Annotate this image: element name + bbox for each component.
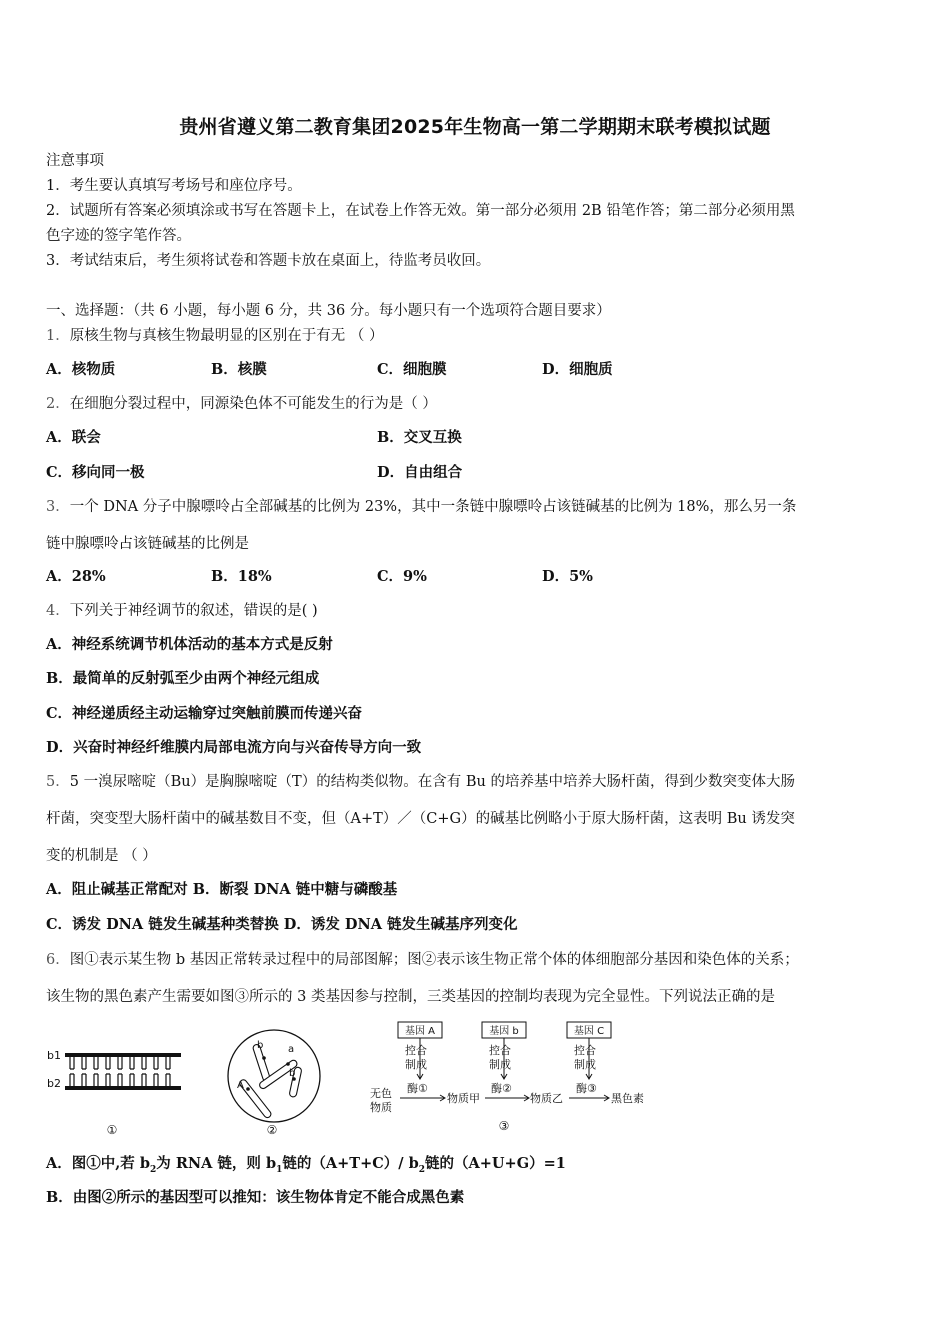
option-c[interactable]: C．细胞膜 [377,361,447,378]
control-label: 制成 [574,1058,596,1071]
option-c[interactable]: C．移向同一极 [46,464,145,481]
strand-b2-label: b2 [47,1077,61,1090]
subscript: 2 [418,1164,426,1175]
control-label: 控合 [405,1044,427,1057]
section-heading: 一、选择题：（共 6 小题，每小题 6 分，共 36 分。每小题只有一个选项符合题目要求） [46,303,611,319]
subscript: 2 [150,1164,157,1175]
option-a-b[interactable]: A．阻止碱基正常配对 B．断裂 DNA 链中糖与磷酸基 [46,881,398,898]
option-a[interactable]: A．核物质 [46,361,116,378]
option-b[interactable]: B．最简单的反射弧至少由两个神经元组成 [46,670,320,687]
melanin: 黑色素 [611,1092,644,1105]
figure-q6 [0,1012,950,1142]
question-number: 2． [46,396,70,412]
option-a[interactable]: A．28% [46,568,106,585]
option-a-part: 为 RNA 链，则 b [156,1155,277,1172]
option-c-d[interactable]: C．诱发 DNA 链发生碱基种类替换 D．诱发 DNA 链发生碱基序列变化 [46,916,518,933]
option-b[interactable]: B．由图②所示的基因型可以推知：该生物体肯定不能合成黑色素 [46,1189,465,1206]
enzyme-2: 酶② [491,1082,512,1095]
notice-item: 3．考试结束后，考生须将试卷和答题卡放在桌面上，待监考员收回。 [46,253,491,269]
option-d[interactable]: D．自由组合 [377,464,463,481]
fig2-gene: b [289,1068,296,1079]
control-label: 制成 [489,1058,511,1071]
control-label: 控合 [574,1044,596,1057]
start-substance: 无色 [370,1087,392,1100]
control-label: 制成 [405,1058,427,1071]
notice-heading: 注意事项 [46,153,104,169]
fig2-gene: A [237,1080,244,1091]
option-c[interactable]: C．神经递质经主动运输穿过突触前膜而传递兴奋 [46,705,363,722]
option-b[interactable]: B．18% [211,568,272,585]
strand-b1-label: b1 [47,1049,61,1062]
control-label: 控合 [489,1044,511,1057]
option-b[interactable]: B．核膜 [211,361,267,378]
question-number: 1． [46,328,70,344]
fig3-pathway [370,1022,644,1133]
option-a[interactable] [46,1154,566,1180]
question-number: 3． [46,499,70,515]
fig2-cell [228,1030,320,1137]
question-number: 5． [46,774,70,790]
question-text: 5 一溴尿嘧啶（Bu）是胸腺嘧啶（T）的结构类似物。在含有 Bu 的培养基中培养大肠杆菌，得到少数突变体大肠 [69,774,795,790]
option-a[interactable]: A．神经系统调节机体活动的基本方式是反射 [46,636,333,653]
option-b[interactable]: B．交叉互换 [377,429,462,446]
page-title: 贵州省遵义第二教育集团2025年生物高一第二学期期末联考模拟试题 [179,116,771,138]
gene-b-box: 基因 b [489,1026,519,1037]
question-text-cont: 变的机制是 （ ） [46,848,157,864]
notice-item: 色字迹的签字笔作答。 [46,228,191,244]
fig1-dna-strands [47,1049,181,1137]
enzyme-1: 酶① [407,1082,428,1095]
fig1-label: ① [106,1123,118,1137]
question-number: 6． [46,952,70,968]
option-a-part: 链的（A+T+C）/ b [282,1155,419,1172]
option-c[interactable]: C．9% [377,568,427,585]
option-d[interactable]: D．兴奋时神经纤维膜内局部电流方向与兴奋传导方向一致 [46,739,422,756]
enzyme-3: 酶③ [576,1082,597,1095]
start-substance: 物质 [370,1101,392,1114]
question-text: 在细胞分裂过程中，同源染色体不可能发生的行为是（ ） [69,396,437,412]
fig3-label: ③ [498,1119,510,1133]
notice-item: 2．试题所有答案必须填涂或书写在答题卡上，在试卷上作答无效。第一部分必须用 2B 铅笔作答；第二部分必须用黑 [46,203,795,219]
question-1 [46,326,383,346]
substance-b: 物质乙 [530,1092,563,1105]
question-5 [46,772,795,792]
question-text: 图①表示某生物 b 基因正常转录过程中的局部图解；图②表示该生物正常个体的体细胞部分基因和染色体的关系； [69,952,799,968]
substance-a: 物质甲 [447,1092,480,1105]
gene-c-box: 基因 C [573,1026,605,1037]
question-2 [46,394,437,414]
option-d[interactable]: D．细胞质 [542,361,613,378]
question-text-cont: 该生物的黑色素产生需要如图③所示的 3 类基因参与控制，三类基因的控制均表现为完全显性。下列说法正确的是 [46,989,775,1005]
option-a-part: 链的（A+U+G）=1 [425,1155,566,1172]
question-text-cont: 链中腺嘌呤占该链碱基的比例是 [46,536,249,552]
question-text-cont: 杆菌，突变型大肠杆菌中的碱基数目不变，但（A+T）／（C+G）的碱基比例略小于原大肠杆菌，这表明 Bu 诱发突 [46,811,795,827]
question-text: 下列关于神经调节的叙述，错误的是( ) [69,603,318,619]
question-number: 4． [46,603,70,619]
option-d[interactable]: D．5% [542,568,593,585]
fig2-gene: a [288,1044,295,1055]
fig2-label: ② [266,1123,278,1137]
option-a-part: A．图①中,若 b [46,1155,150,1172]
question-text: 一个 DNA 分子中腺嘌呤占全部碱基的比例为 23%，其中一条链中腺嘌呤占该链碱基的比例为 18%，那么另一条 [69,499,797,515]
question-6 [46,950,799,970]
gene-a-box: 基因 A [404,1026,436,1037]
fig2-gene: b [257,1040,264,1051]
question-3 [46,497,796,517]
subscript: 1 [276,1164,283,1175]
question-4 [46,601,318,621]
option-a[interactable]: A．联会 [46,429,101,446]
question-text: 原核生物与真核生物最明显的区别在于有无 （ ） [69,328,384,344]
notice-item: 1．考生要认真填写考场号和座位序号。 [46,178,302,194]
